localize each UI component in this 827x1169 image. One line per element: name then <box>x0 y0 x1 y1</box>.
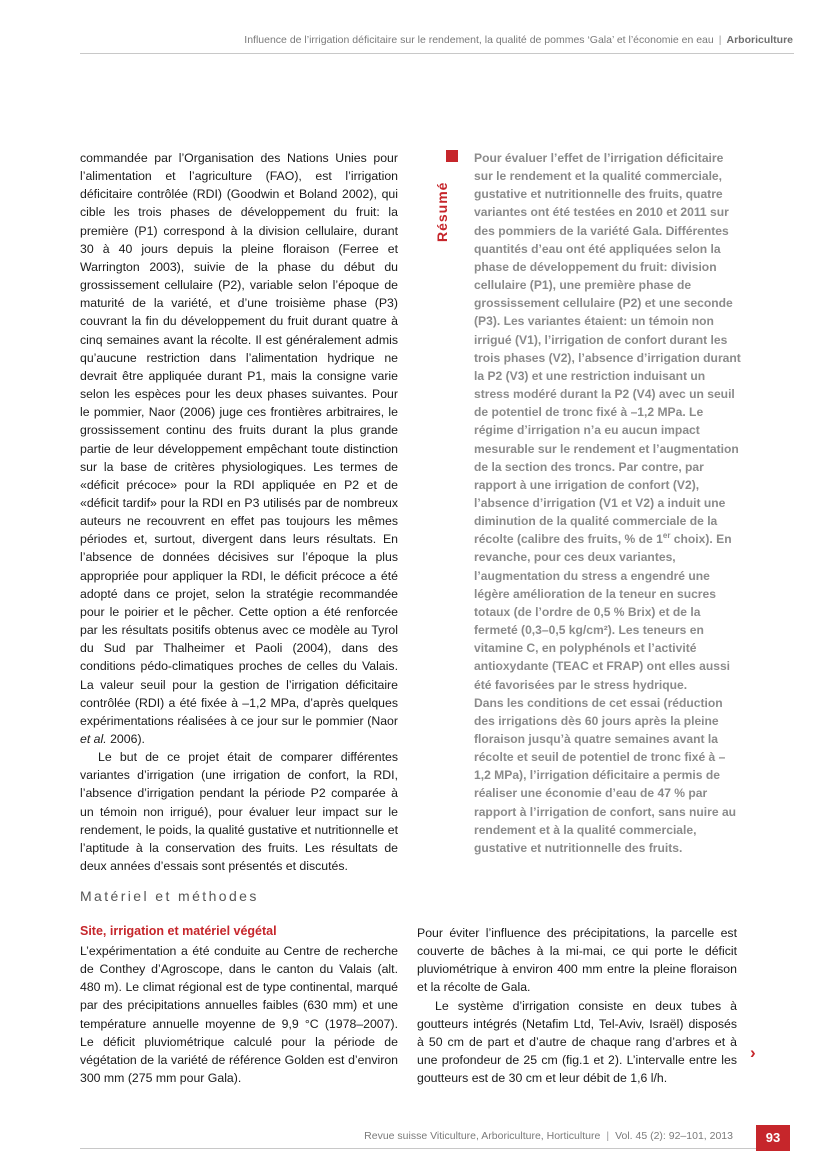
abstract-paragraph-2: Dans les conditions de cet essai (réduction des irrigations dès 60 jours après la pleine floraison jusqu’à quatre semaines avant la récolte et seuil de potentiel de tronc fixé à –1,2 MPa), l’irrigation déficitaire a permis de réaliser une économie d’eau de 47 % par rapport à l’irrigation de confort, sans nuire au rendement et à la qualité commerciale, gustative et nutritionnelle des fruits. <box>474 695 737 855</box>
abstract-paragraph-1-text: Pour évaluer l’effet de l’irrigation déficitaire sur le rendement et la qualité commerciale, gustative et nutritionnelle des fruits, quatre variantes ont été testées en 2010 et 2011 sur des pommiers de la variété Gala. Différentes quantités d’eau ont été appliquées selon la phase de développement du fruit: division cellulaire (P1), une première phase de grossissement cellulaire (P2) et une seconde (P3). Les variantes étaient: un témoin non irrigué (V1), l’irrigation de confort durant les trois phases (V2), l’absence d’irrigation durant la P2 (V3) et une restriction induisant un stress modéré durant la P2 (V4) avec un seuil de potentiel de tronc fixé à –1,2 MPa. Le régime d’irrigation n’a eu aucun impact mesurable sur le rendement et l’augmentation de la section des troncs. Par contre, par rapport à une irrigation de confort (V2), l’absence d’irrigation (V1 et V2) a induit une diminution de la qualité commerciale de la récolte (calibre des fruits, % de 1 <box>474 151 741 547</box>
methods-paragraph-2: Pour éviter l’influence des précipitations, la parcelle est couverte de bâches à la mi-mai, ce qui porte le déficit pluviométrique à environ 400 mm entre la pleine floraison et la récolte de Gala. <box>417 926 737 995</box>
abstract-label: Résumé <box>434 181 450 242</box>
abstract-text <box>474 149 742 857</box>
body-column-left-top <box>80 149 398 875</box>
methods-paragraph-3: Le système d’irrigation consiste en deux tubes à goutteurs intégrés (Netafim Ltd, Tel-Aviv, Israël) disposés à 50 cm de part et d’autre de chaque rang d’arbres et à une profondeur de 25 cm (fig.1 et 2). L’intervalle entre les goutteurs est de 30 cm et leur débit de 1,6 l/h. <box>417 998 737 1086</box>
body-paragraph-1-text: commandée par l’Organisation des Nations Unies pour l’alimentation et l’agriculture (FAO), est l’irrigation déficitaire contrôlée (RDI) (Goodwin et Boland 2002), qui cible les trois phases de développement du fruit: la première (P1) correspond à la division cellulaire, durant 30 à 40 jours depuis la pleine floraison (Ferree et Warrington 2003), suivie de la phase du début du grossissement cellulaire (P2), variable selon l’époque de maturité de la variété, et d’une troisième phase (P3) couvrant la fin du développement du fruit durant quatre à cinq semaines avant la récolte. Il est généralement admis qu’aucune restriction dans l’alimentation hydrique ne devrait être appliquée durant P1, mais la consigne varie selon les espèces pour les deux phases suivantes. Pour le pommier, Naor (2006) juge ces frontières arbitraires, le grossissement continu des fruits durant la plus grande partie de leur développement empêchant toute distinction sur la base de critères physiologiques. Les termes de «déficit précoce» pour la RDI appliquée en P2 et de «déficit tardif» pour la RDI en P3 utilisés par de nombreux auteurs ne recouvrent en effet pas toujours les mêmes périodes et, surtout, divergent dans leurs résultats. En l’absence de données décisives sur l’époque la plus appropriée pour appliquer la RDI, le déficit précoce a été adopté dans ce projet, selon la stratégie recommandée pour le poirier et le pêcher. Cette option a été renforcée par les résultats positifs obtenus avec ce modèle au Tyrol du Sud par Thalheimer et Paoli (2004), dans des conditions pédo-climatiques proches de celles du Valais. La valeur seuil pour la gestion de l’irrigation déficitaire contrôlée (RDI) a été fixée à –1,2 MPa, d’après quelques expérimentations réalisées à ce jour sur le pommier (Naor <box>80 151 398 728</box>
abstract-paragraph-1-end: choix). En revanche, pour ces deux variantes, l’augmentation du stress a engendré une légère amélioration de la teneur en sucres totaux (de l’ordre de 0,5 % Brix) et de la fermeté (0,3–0,5 kg/cm²). Les teneurs en vitamine C, en polyphénols et l’activité antioxydante (TEAC et FRAP) ont elles aussi été favorisées par le stress hydrique. <box>474 532 732 692</box>
methods-paragraph-1: L’expérimentation a été conduite au Centre de recherche de Conthey d’Agroscope, dans le canton du Valais (alt. 480 m). Le climat régional est de type continental, marqué par des précipitations annuelles faibles (630 mm) et une température annuelle moyenne de 9,9 °C (1978–2007). Le déficit pluviométrique calculé pour la période de végétation de la variété de référence Golden est d’environ 300 mm (275 mm pour Gala). <box>80 944 398 1086</box>
footer-rule <box>80 1148 756 1149</box>
header-title: Influence de l’irrigation déficitaire sur le rendement, la qualité de pommes ‘Gala’ et l’économie en eau <box>244 34 714 46</box>
body-paragraph-1-end: 2006). <box>106 732 145 746</box>
body-paragraph-2: Le but de ce projet était de comparer différentes variantes d’irrigation (une irrigation de confort, la RDI, l’absence d’irrigation pendant la période P2 comparée à un témoin non irrigué), pour évaluer leur impact sur le rendement, le poids, la qualité gustative et nutritionnelle et l’aptitude à la conservation des fruits. Les résultats de deux années d’essais sont présentés et discutés. <box>80 750 398 874</box>
methods-column-left <box>80 942 398 1087</box>
abstract-paragraph-1 <box>474 149 742 694</box>
subsection-heading: Site, irrigation et matériel végétal <box>80 924 277 938</box>
section-heading: Matériel et méthodes <box>80 888 259 904</box>
running-footer <box>364 1130 733 1142</box>
header-section: Arboriculture <box>726 34 793 46</box>
page-number: 93 <box>756 1125 790 1151</box>
abstract-marker <box>446 150 458 162</box>
header-separator: | <box>718 34 722 46</box>
footer-volume: Vol. 45 (2): 92–101, 2013 <box>615 1130 733 1142</box>
footer-separator: | <box>606 1130 610 1142</box>
abstract-superscript: er <box>662 531 671 541</box>
body-paragraph-1 <box>80 149 398 748</box>
running-header <box>244 34 793 46</box>
continue-arrow-icon: › <box>750 1043 756 1062</box>
methods-column-right <box>417 924 737 1087</box>
header-rule <box>80 53 794 54</box>
citation-et-al: et al. <box>80 732 107 746</box>
footer-journal: Revue suisse Viticulture, Arboriculture, Horticulture <box>364 1130 601 1142</box>
